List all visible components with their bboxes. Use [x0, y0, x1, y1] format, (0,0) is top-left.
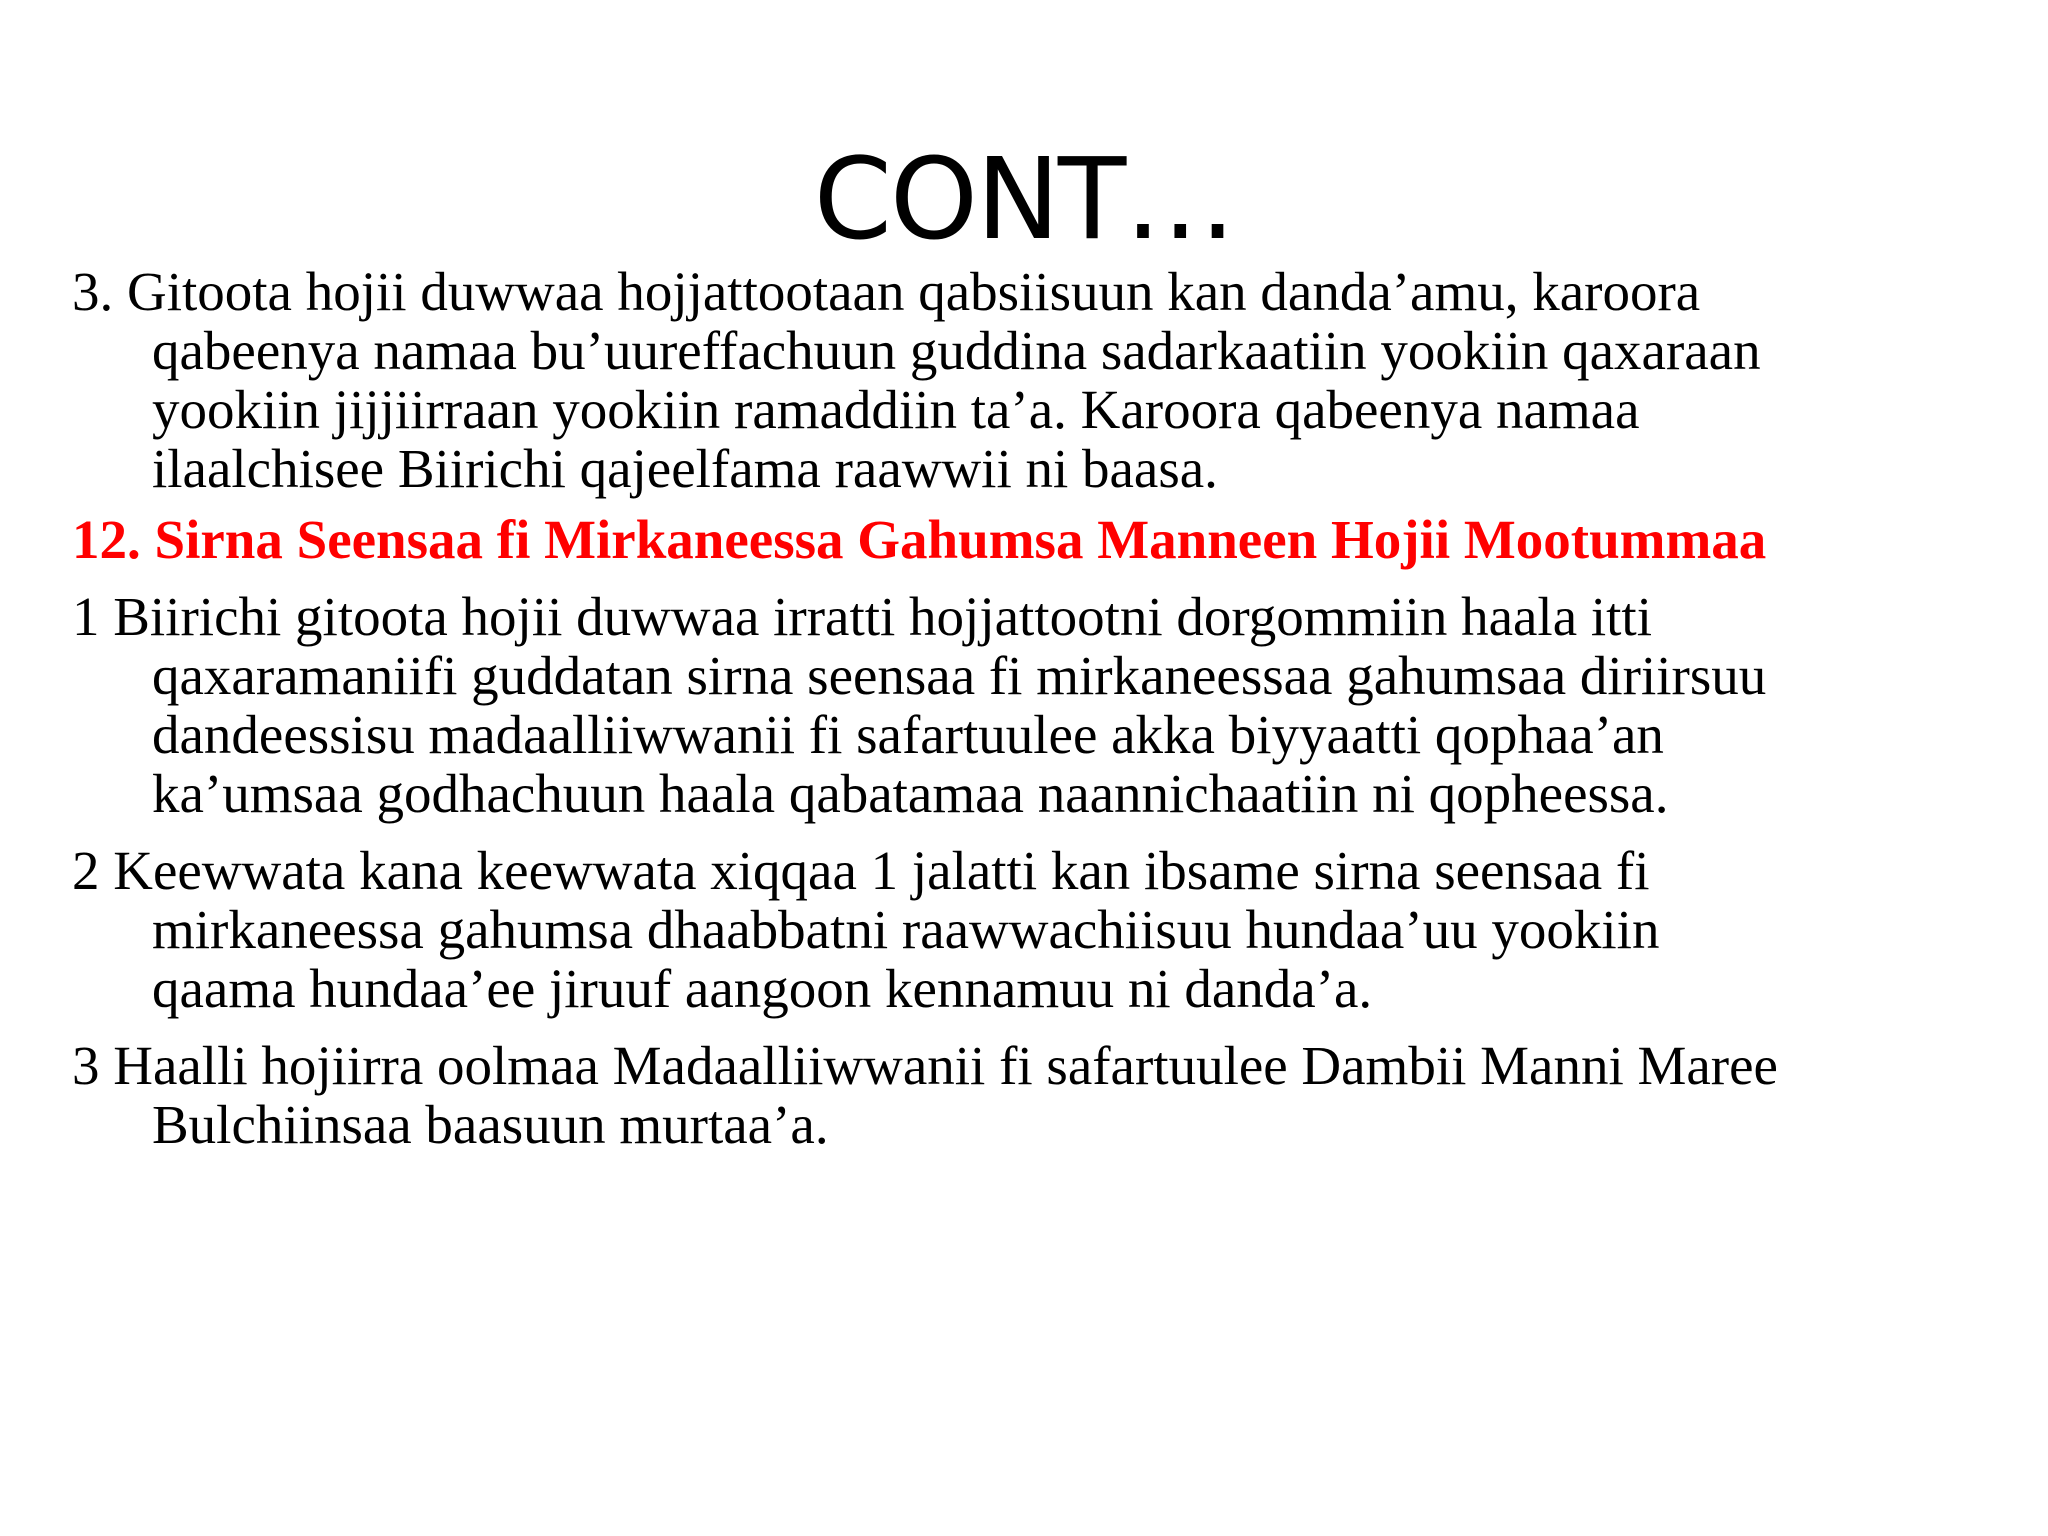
- paragraph-3-line: yookiin jijjiirraan yookiin ramaddiin ta’a. Karoora qabeenya namaa: [152, 379, 1640, 440]
- slide-title: CONT…: [813, 135, 1235, 265]
- item-2: [72, 841, 2032, 1018]
- item-2-line: mirkaneessa gahumsa dhaabbatni raawwachiisuu hundaa’uu yookiin: [152, 899, 1660, 960]
- section-heading: 12. Sirna Seensaa fi Mirkaneessa Gahumsa Manneen Hojii Mootummaa: [72, 509, 1767, 570]
- item-1: [72, 587, 2032, 823]
- paragraph-3: [72, 262, 2032, 498]
- item-1-line: dandeessisu madaalliiwwanii fi safartuulee akka biyyaatti qophaa’an: [152, 704, 1664, 765]
- item-3-line: 3 Haalli hojiirra oolmaa Madaalliiwwanii fi safartuulee Dambii Manni Maree: [72, 1035, 1778, 1096]
- item-2-line: qaama hundaa’ee jiruuf aangoon kennamuu ni danda’a.: [152, 958, 1373, 1019]
- item-1-line: qaxaramaniifi guddatan sirna seensaa fi mirkaneessaa gahumsaa diriirsuu: [152, 645, 1767, 706]
- item-2-line: 2 Keewwata kana keewwata xiqqaa 1 jalatti kan ibsame sirna seensaa fi: [72, 840, 1650, 901]
- item-3: [72, 1036, 2032, 1154]
- item-1-line: 1 Biirichi gitoota hojii duwwaa irratti hojjattootni dorgommiin haala itti: [72, 586, 1652, 647]
- paragraph-3-line: 3. Gitoota hojii duwwaa hojjattootaan qabsiisuun kan danda’amu, karoora: [72, 261, 1701, 322]
- paragraph-3-line: qabeenya namaa bu’uureffachuun guddina sadarkaatiin yookiin qaxaraan: [152, 320, 1761, 381]
- item-3-line: Bulchiinsaa baasuun murtaa’a.: [152, 1094, 829, 1155]
- slide-body: [72, 262, 2032, 1154]
- item-1-line: ka’umsaa godhachuun haala qabatamaa naannichaatiin ni qopheessa.: [152, 763, 1669, 824]
- paragraph-3-line: ilaalchisee Biirichi qajeelfama raawwii ni baasa.: [152, 438, 1218, 499]
